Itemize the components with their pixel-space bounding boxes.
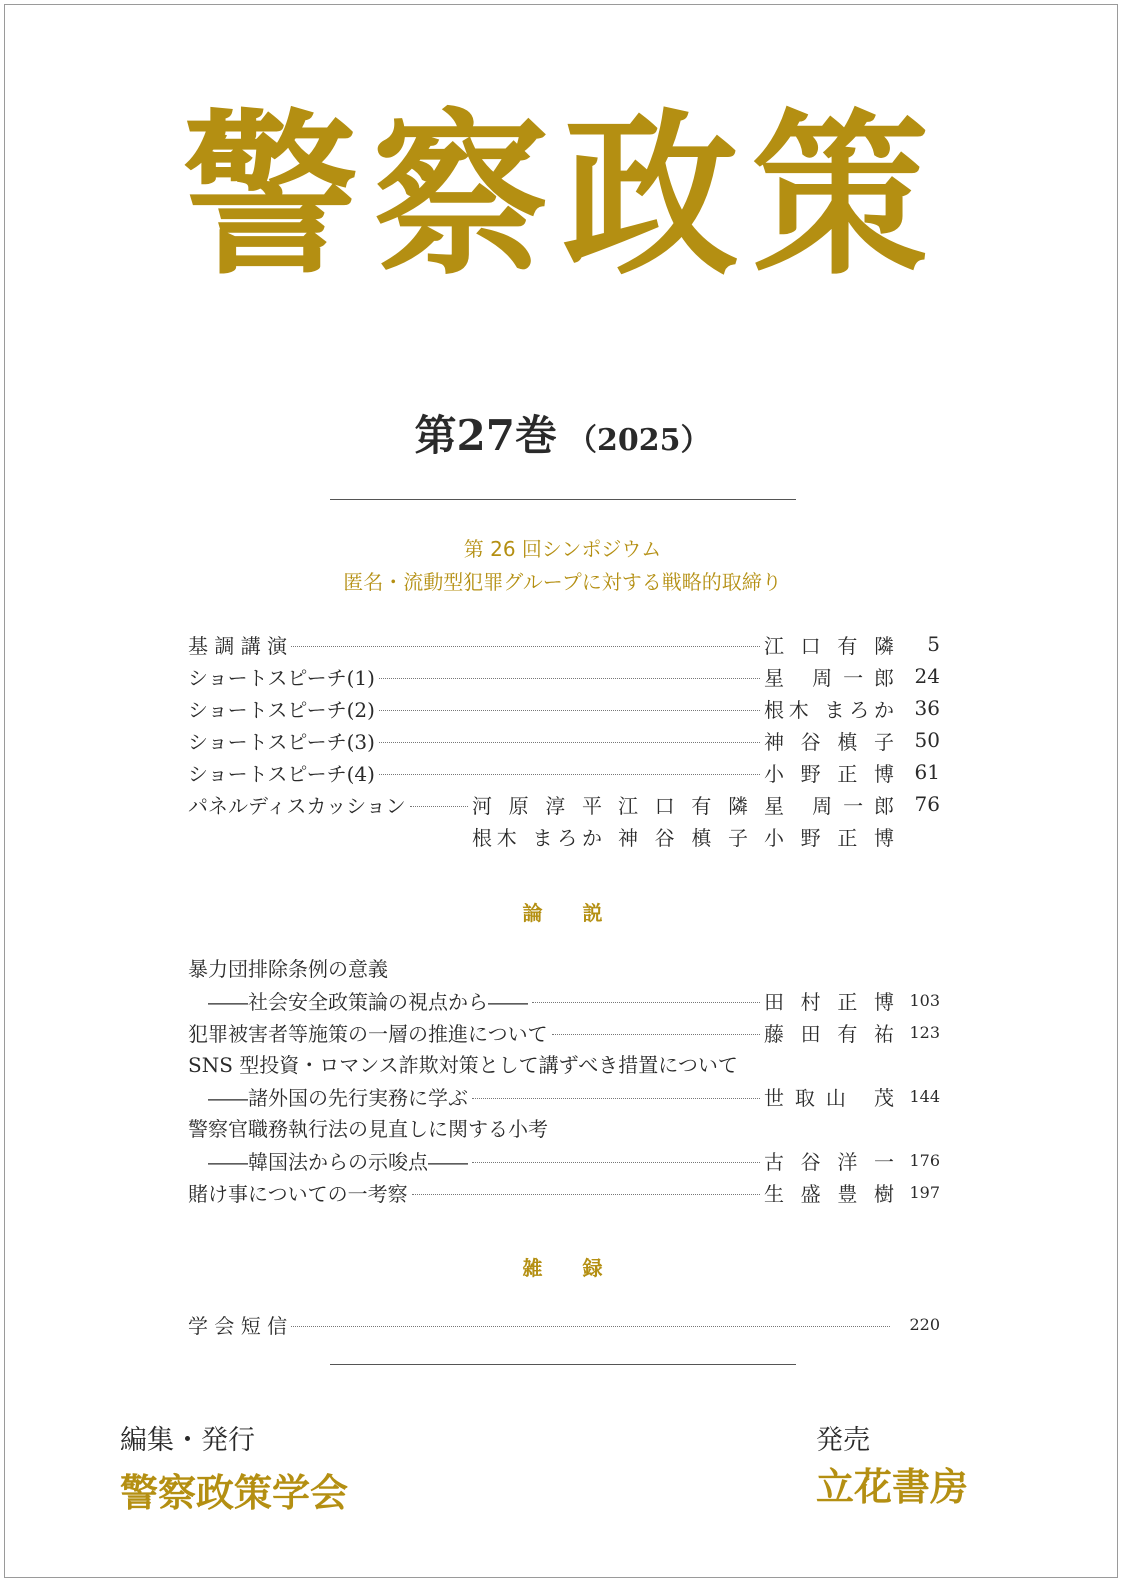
toc-entry-page: 220 <box>909 1314 940 1334</box>
toc-entry[interactable] <box>188 1017 940 1047</box>
toc-entry-page: 197 <box>909 1182 940 1202</box>
leader-dots <box>412 1194 760 1195</box>
leader-dots <box>379 742 760 743</box>
toc-entry[interactable] <box>188 1145 940 1175</box>
toc-entry-title: ショートスピーチ(1) <box>188 665 375 690</box>
volume-line <box>0 403 1125 463</box>
leader-dots <box>472 1162 760 1163</box>
toc-entry-page: 24 <box>914 664 940 688</box>
panel-author: 根木 まろか <box>472 825 602 850</box>
toc-entry-title: ショートスピーチ(4) <box>188 761 375 786</box>
volume-label: 第27巻 <box>414 411 557 460</box>
leader-dots <box>291 646 760 647</box>
leader-dots <box>410 806 468 807</box>
toc-entry-author: 星 周一郎 <box>764 665 894 690</box>
leader-dots <box>552 1034 760 1035</box>
leader-dots <box>379 678 760 679</box>
toc-entry-panel[interactable] <box>188 789 940 819</box>
toc-entry-author: 古谷洋一 <box>764 1149 894 1174</box>
toc-entry-title: パネルディスカッション <box>188 793 406 818</box>
panel-authors-row2 <box>188 821 940 851</box>
toc-entry-author: 世取山 茂 <box>764 1085 894 1110</box>
toc-entry-title: 賭け事についての一考察 <box>188 1181 408 1206</box>
symposium-number: 第 26 回シンポジウム <box>463 537 662 561</box>
toc-entry-title: 学 会 短 信 <box>188 1313 288 1338</box>
leader-dots <box>379 710 760 711</box>
bottom-divider <box>330 1364 796 1365</box>
section-heading-ronsetsu: 論説 <box>522 901 643 925</box>
toc-entry-page: 176 <box>909 1150 940 1170</box>
toc-entry-page: 5 <box>927 632 940 656</box>
panel-author: 星 周一郎 <box>764 793 894 818</box>
toc-entry-page: 123 <box>909 1022 940 1042</box>
leader-dots <box>291 1326 890 1327</box>
toc-entry-title: 犯罪被害者等施策の一層の推進について <box>188 1021 548 1046</box>
seller-label: 発売 <box>816 1425 870 1456</box>
toc-entry-page: 61 <box>914 760 940 784</box>
symposium-theme: 匿名・流動型犯罪グループに対する戦略的取締り <box>343 570 782 594</box>
panel-author: 江口有隣 <box>618 793 748 818</box>
toc-entry[interactable] <box>188 725 940 755</box>
toc-entry[interactable] <box>188 693 940 723</box>
toc-entry-author: 藤田有祐 <box>764 1021 894 1046</box>
leader-dots <box>379 774 760 775</box>
toc-entry-author: 神谷槙子 <box>764 729 894 754</box>
panel-author: 神谷槙子 <box>618 825 748 850</box>
toc-entry[interactable] <box>188 1309 940 1339</box>
toc-entry-page: 36 <box>914 696 940 720</box>
toc-entry[interactable] <box>188 629 940 659</box>
article-title[interactable]: 暴力団排除条例の意義 <box>188 957 388 981</box>
toc-entry-title: 基 調 講 演 <box>188 633 288 658</box>
toc-entry-author: 生盛豊樹 <box>764 1181 894 1206</box>
leader-dots <box>532 1002 760 1003</box>
article-title[interactable]: SNS 型投資・ロマンス詐欺対策として講ずべき措置について <box>188 1053 738 1077</box>
journal-title: 警察政策 <box>182 92 943 299</box>
toc-entry[interactable] <box>188 985 940 1015</box>
toc-entry-subtitle: ――社会安全政策論の視点から―― <box>208 989 528 1014</box>
toc-entry-title: ショートスピーチ(3) <box>188 729 375 754</box>
toc-entry-page: 103 <box>909 990 940 1010</box>
editor-name: 警察政策学会 <box>120 1470 349 1515</box>
toc-entry-subtitle: ――韓国法からの示唆点―― <box>208 1149 468 1174</box>
top-divider <box>330 499 796 500</box>
leader-dots <box>472 1098 760 1099</box>
volume-year: （2025） <box>566 423 711 458</box>
panel-author: 河原淳平 <box>472 793 602 818</box>
toc-entry[interactable] <box>188 757 940 787</box>
toc-entry-subtitle: ――諸外国の先行実務に学ぶ <box>208 1085 468 1110</box>
article-title[interactable]: 警察官職務執行法の見直しに関する小考 <box>188 1117 548 1141</box>
toc-entry[interactable] <box>188 1081 940 1111</box>
toc-entry-page: 144 <box>909 1086 940 1106</box>
toc-entry-title: ショートスピーチ(2) <box>188 697 375 722</box>
toc-entry[interactable] <box>188 1177 940 1207</box>
panel-author: 小野正博 <box>764 825 894 850</box>
toc-entry-author: 田村正博 <box>764 989 894 1014</box>
toc-entry[interactable] <box>188 661 940 691</box>
seller-name: 立花書房 <box>816 1464 969 1509</box>
toc-entry-page: 76 <box>914 792 940 816</box>
toc-entry-author: 江口有隣 <box>764 633 894 658</box>
toc-entry-author: 小野正博 <box>764 761 894 786</box>
section-heading-zatsuroku: 雑録 <box>522 1256 643 1280</box>
toc-entry-page: 50 <box>914 728 940 752</box>
editor-label: 編集・発行 <box>120 1425 255 1456</box>
toc-entry-author: 根木 まろか <box>764 697 894 722</box>
